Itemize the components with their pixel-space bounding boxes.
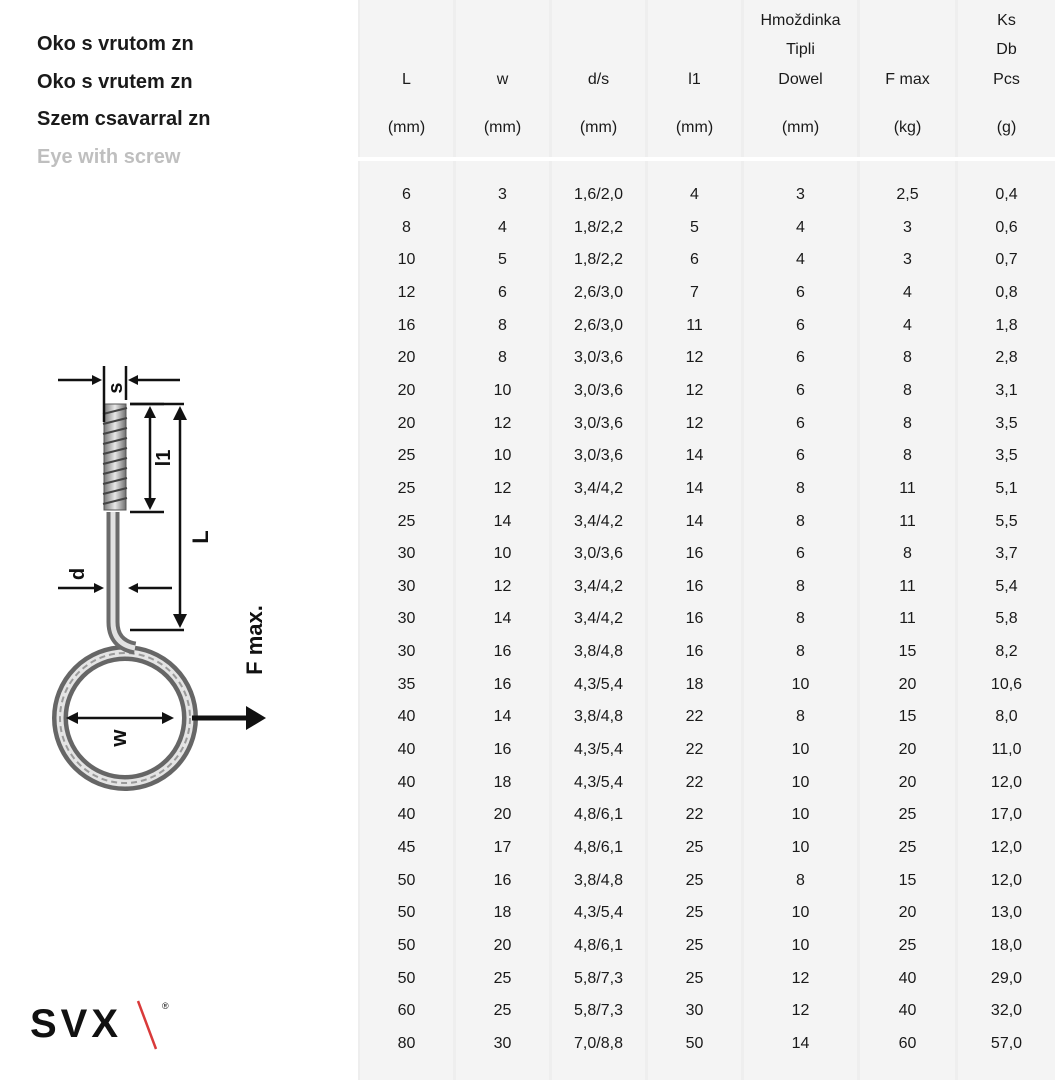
table-cell: 12,0 [990,773,1023,791]
table-cell: 12 [493,577,512,595]
table-cell: 10 [791,675,810,693]
column-header-unit: (mm) [675,119,714,136]
table-cell: 29,0 [990,969,1023,987]
table-cell: 11,0 [991,741,1022,759]
svx-logo [30,995,180,1055]
table-cell: 3 [903,251,912,269]
column-header-name [552,65,645,95]
table-cell: 7,0/8,8 [574,1034,623,1052]
table-cell: 12 [685,349,704,367]
column-header [648,22,741,157]
table-cell: 7 [690,283,699,301]
table-cell: 3,8/4,8 [574,871,623,889]
table-cell: 14 [493,610,512,628]
column-header-name [744,6,857,95]
table-cell: 6 [796,316,805,334]
eye-screw-diagram [40,352,280,802]
table-cell: 8 [903,349,912,367]
table-cell: 3,7 [995,545,1018,563]
logo-registered: ® [162,1001,169,1011]
table-cell: 22 [685,806,704,824]
column-header-name-line: F max [885,70,930,88]
table-cell: 16 [493,643,512,661]
column-header-name-line: L [402,70,411,88]
table-cell: 3,4/4,2 [574,577,623,595]
column-header-name-line: Db [996,41,1017,58]
table-cell: 10 [397,251,416,269]
column-header-name-line: l1 [688,70,701,88]
table-cell: 16 [397,316,416,334]
table-cell: 15 [898,871,917,889]
column-header-unit: (mm) [781,119,820,136]
column-header [552,22,645,157]
table-cell: 25 [685,871,704,889]
table-cell: 8 [796,577,805,595]
table-cell: 0,7 [995,251,1018,269]
table-cell: 57,0 [990,1034,1023,1052]
table-cell: 25 [898,936,917,954]
table-cell: 14 [685,447,704,465]
table-cell: 11 [899,610,916,628]
table-cell: 6 [796,283,805,301]
label-l1: l1 [153,449,175,467]
table-cell: 3,4/4,2 [574,479,623,497]
table-cell: 4,3/5,4 [574,773,623,791]
table-cell: 4 [903,316,912,334]
table-cell: 2,6/3,0 [574,283,623,301]
column-header-name-line: Tipli [786,41,815,58]
table-cell: 14 [685,479,704,497]
table-cell: 3,0/3,6 [574,381,623,399]
table-cell: 5,4 [995,577,1018,595]
table-cell: 14 [685,512,704,530]
table-cell: 10 [791,806,810,824]
table-cell: 60 [397,1002,416,1020]
table-cell: 12 [685,414,704,432]
table-cell: 80 [397,1034,416,1052]
table-cell: 6 [796,447,805,465]
table-cell: 2,6/3,0 [574,316,623,334]
table-cell: 5,5 [995,512,1018,530]
table-cell: 25 [685,904,704,922]
table-cell: 17 [493,839,512,856]
column-header-name [860,65,955,95]
table-cell: 3,1 [995,381,1018,399]
table-cell: 14 [493,512,512,530]
table-cell: 25 [493,1002,512,1020]
table-cell: 6 [796,414,805,432]
column-header-name-line: d/s [587,70,610,88]
table-cell: 30 [493,1034,512,1052]
table-cell: 20 [397,414,416,432]
column-header-name-line: Pcs [993,70,1020,88]
table-cell: 12 [685,381,704,399]
table-cell: 3,5 [995,414,1018,432]
table-cell: 30 [397,643,416,661]
table-cell: 16 [685,545,704,563]
table-cell: 11 [899,512,916,530]
table-cell: 45 [397,839,416,856]
table-cell: 3 [796,186,805,203]
table-cell: 20 [493,936,512,954]
table-cell: 20 [898,773,917,791]
table-cell: 3,4/4,2 [574,610,623,628]
table-cell: 8,0 [995,708,1018,726]
table-cell: 10 [791,741,810,759]
table-cell: 4,8/6,1 [574,839,623,856]
table-cell: 11 [686,316,703,334]
table-cell: 10 [791,936,810,954]
table-cell: 18 [493,773,512,791]
table-cell: 22 [685,708,704,726]
table-cell: 25 [898,806,917,824]
table-cell: 22 [685,773,704,791]
table-cell: 4 [903,283,912,301]
table-cell: 3,8/4,8 [574,643,623,661]
column-header-name [456,65,549,95]
table-cell: 10 [791,839,810,856]
table-cell: 1,6/2,0 [574,186,623,203]
table-cell: 3 [903,218,912,236]
table-cell: 16 [493,675,512,693]
column-header-name-line: w [496,70,509,88]
table-cell: 3,5 [995,447,1018,465]
table-cell: 8 [796,479,805,497]
table-cell: 25 [685,969,704,987]
table-cell: 3,4/4,2 [574,512,623,530]
table-cell: 15 [898,643,917,661]
table-cell: 20 [898,741,917,759]
table-cell: 3,0/3,6 [574,414,623,432]
table-cell: 8 [796,512,805,530]
table-cell: 1,8/2,2 [574,251,623,269]
table-cell: 5,8 [995,610,1018,628]
table-cell: 13,0 [990,904,1023,922]
table-cell: 20 [397,349,416,367]
table-cell: 5,1 [995,479,1018,497]
table-cell: 25 [685,839,704,856]
table-cell: 8 [796,708,805,726]
table-cell: 25 [397,512,416,530]
product-titles [37,26,210,176]
title-sl: Oko s vrutem zn [37,70,193,93]
table-cell: 10 [791,904,810,922]
column-header [744,11,857,157]
table-cell: 40 [898,1002,917,1020]
table-cell: 5 [498,251,507,269]
table-cell: 10 [493,447,512,465]
table-cell: 0,6 [995,218,1018,236]
table-cell: 2,8 [995,349,1018,367]
table-cell: 10,6 [990,675,1023,693]
table-cell: 10 [791,773,810,791]
table-cell: 50 [397,936,416,954]
table-cell: 4 [796,251,805,269]
title-hr: Oko s vrutom zn [37,33,194,55]
table-cell: 4 [796,218,805,236]
table-cell: 30 [397,545,416,563]
table-cell: 8 [903,414,912,432]
table-cell: 16 [493,741,512,759]
table-cell: 0,4 [995,186,1018,203]
table-cell: 11 [899,479,916,497]
table-cell: 25 [397,447,416,465]
column-header [360,22,453,157]
table-cell: 20 [898,675,917,693]
table-cell: 35 [397,675,416,693]
table-cell: 8 [402,218,411,236]
table-cell: 22 [685,741,704,759]
column-header-name-line: Dowel [778,70,823,88]
table-cell: 6 [402,186,411,203]
table-cell: 25 [493,969,512,987]
column-header-unit: (g) [996,119,1017,136]
title-hu: Szem csavarral zn [37,108,211,130]
table-cell: 4,8/6,1 [574,936,623,954]
logo-text: SVX [30,1002,123,1046]
label-w: w [106,729,131,747]
table-cell: 12,0 [990,871,1023,889]
table-cell: 0,8 [995,283,1018,301]
table-cell: 15 [898,708,917,726]
table-cell: 12 [493,479,512,497]
table-cell: 3,8/4,8 [574,708,623,726]
column-header-unit: (kg) [893,119,922,136]
table-cell: 40 [397,773,416,791]
table-cell: 8 [498,316,507,334]
table-cell: 8,2 [995,643,1018,661]
table-cell: 50 [397,904,416,922]
table-cell: 6 [796,349,805,367]
table-cell: 40 [898,969,917,987]
column-header-name-line: Hmoždinka [760,11,841,29]
table-cell: 3,0/3,6 [574,349,623,367]
table-cell: 8 [498,349,507,367]
header-separator [358,157,1055,161]
table-cell: 8 [796,871,805,889]
table-cell: 18 [493,904,512,922]
column-header [958,11,1055,157]
table-cell: 14 [493,708,512,726]
table-cell: 8 [903,447,912,465]
table-cell: 12 [791,1002,810,1020]
table-cell: 5,8/7,3 [574,969,623,987]
table-cell: 3 [498,186,507,203]
table-cell: 4,3/5,4 [574,741,623,759]
table-cell: 60 [898,1034,917,1052]
column-header-name [360,65,453,95]
table-cell: 8 [903,545,912,563]
column-header [860,22,955,157]
table-cell: 16 [685,610,704,628]
label-d: d [67,567,89,581]
table-cell: 30 [397,577,416,595]
column-header-name [648,65,741,95]
column-header-unit: (mm) [579,119,618,136]
table-cell: 50 [397,969,416,987]
title-en: Eye with screw [37,145,181,168]
table-cell: 6 [796,381,805,399]
table-cell: 18,0 [990,936,1023,954]
table-cell: 12 [493,414,512,432]
table-cell: 20 [898,904,917,922]
table-cell: 6 [796,545,805,563]
table-cell: 3,0/3,6 [574,447,623,465]
table-cell: 14 [791,1034,810,1052]
table-cell: 4,3/5,4 [574,675,623,693]
table-cell: 18 [685,675,704,693]
table-cell: 20 [493,806,512,824]
column-header-name-line: Ks [997,11,1016,29]
table-cell: 4,8/6,1 [574,806,623,824]
table-cell: 6 [690,251,699,269]
table-cell: 50 [397,871,416,889]
table-cell: 40 [397,708,416,726]
table-cell: 1,8 [995,316,1018,334]
table-cell: 30 [685,1002,704,1020]
logo-slash [138,1001,156,1049]
column-header [456,22,549,157]
table-cell: 50 [685,1034,704,1052]
table-cell: 6 [498,283,507,301]
table-cell: 2,5 [896,186,919,203]
table-cell: 25 [685,936,704,954]
table-cell: 1,8/2,2 [574,218,623,236]
table-cell: 16 [685,643,704,661]
table-cell: 8 [796,643,805,661]
table-cell: 8 [796,610,805,628]
label-fmax: F max. [242,605,267,675]
table-cell: 4 [690,186,699,203]
table-cell: 40 [397,741,416,759]
table-cell: 10 [493,381,512,399]
table-cell: 40 [397,806,416,824]
table-cell: 16 [685,577,704,595]
table-cell: 12,0 [990,839,1023,856]
table-cell: 30 [397,610,416,628]
column-header-unit: (mm) [483,119,522,136]
table-cell: 25 [397,479,416,497]
table-cell: 11 [899,577,916,595]
table-cell: 5 [690,218,699,236]
table-cell: 8 [903,381,912,399]
table-cell: 4 [498,218,507,236]
table-cell: 25 [898,839,917,856]
table-cell: 4,3/5,4 [574,904,623,922]
table-cell: 3,0/3,6 [574,545,623,563]
table-cell: 12 [397,283,416,301]
label-s: s [105,382,127,394]
label-L: L [188,530,213,544]
table-cell: 12 [791,969,810,987]
table-cell: 10 [493,545,512,563]
column-header-name [958,6,1055,95]
table-cell: 20 [397,381,416,399]
table-cell: 5,8/7,3 [574,1002,623,1020]
table-cell: 16 [493,871,512,889]
table-cell: 32,0 [990,1002,1023,1020]
column-header-unit: (mm) [387,119,426,136]
table-cell: 17,0 [990,806,1023,824]
